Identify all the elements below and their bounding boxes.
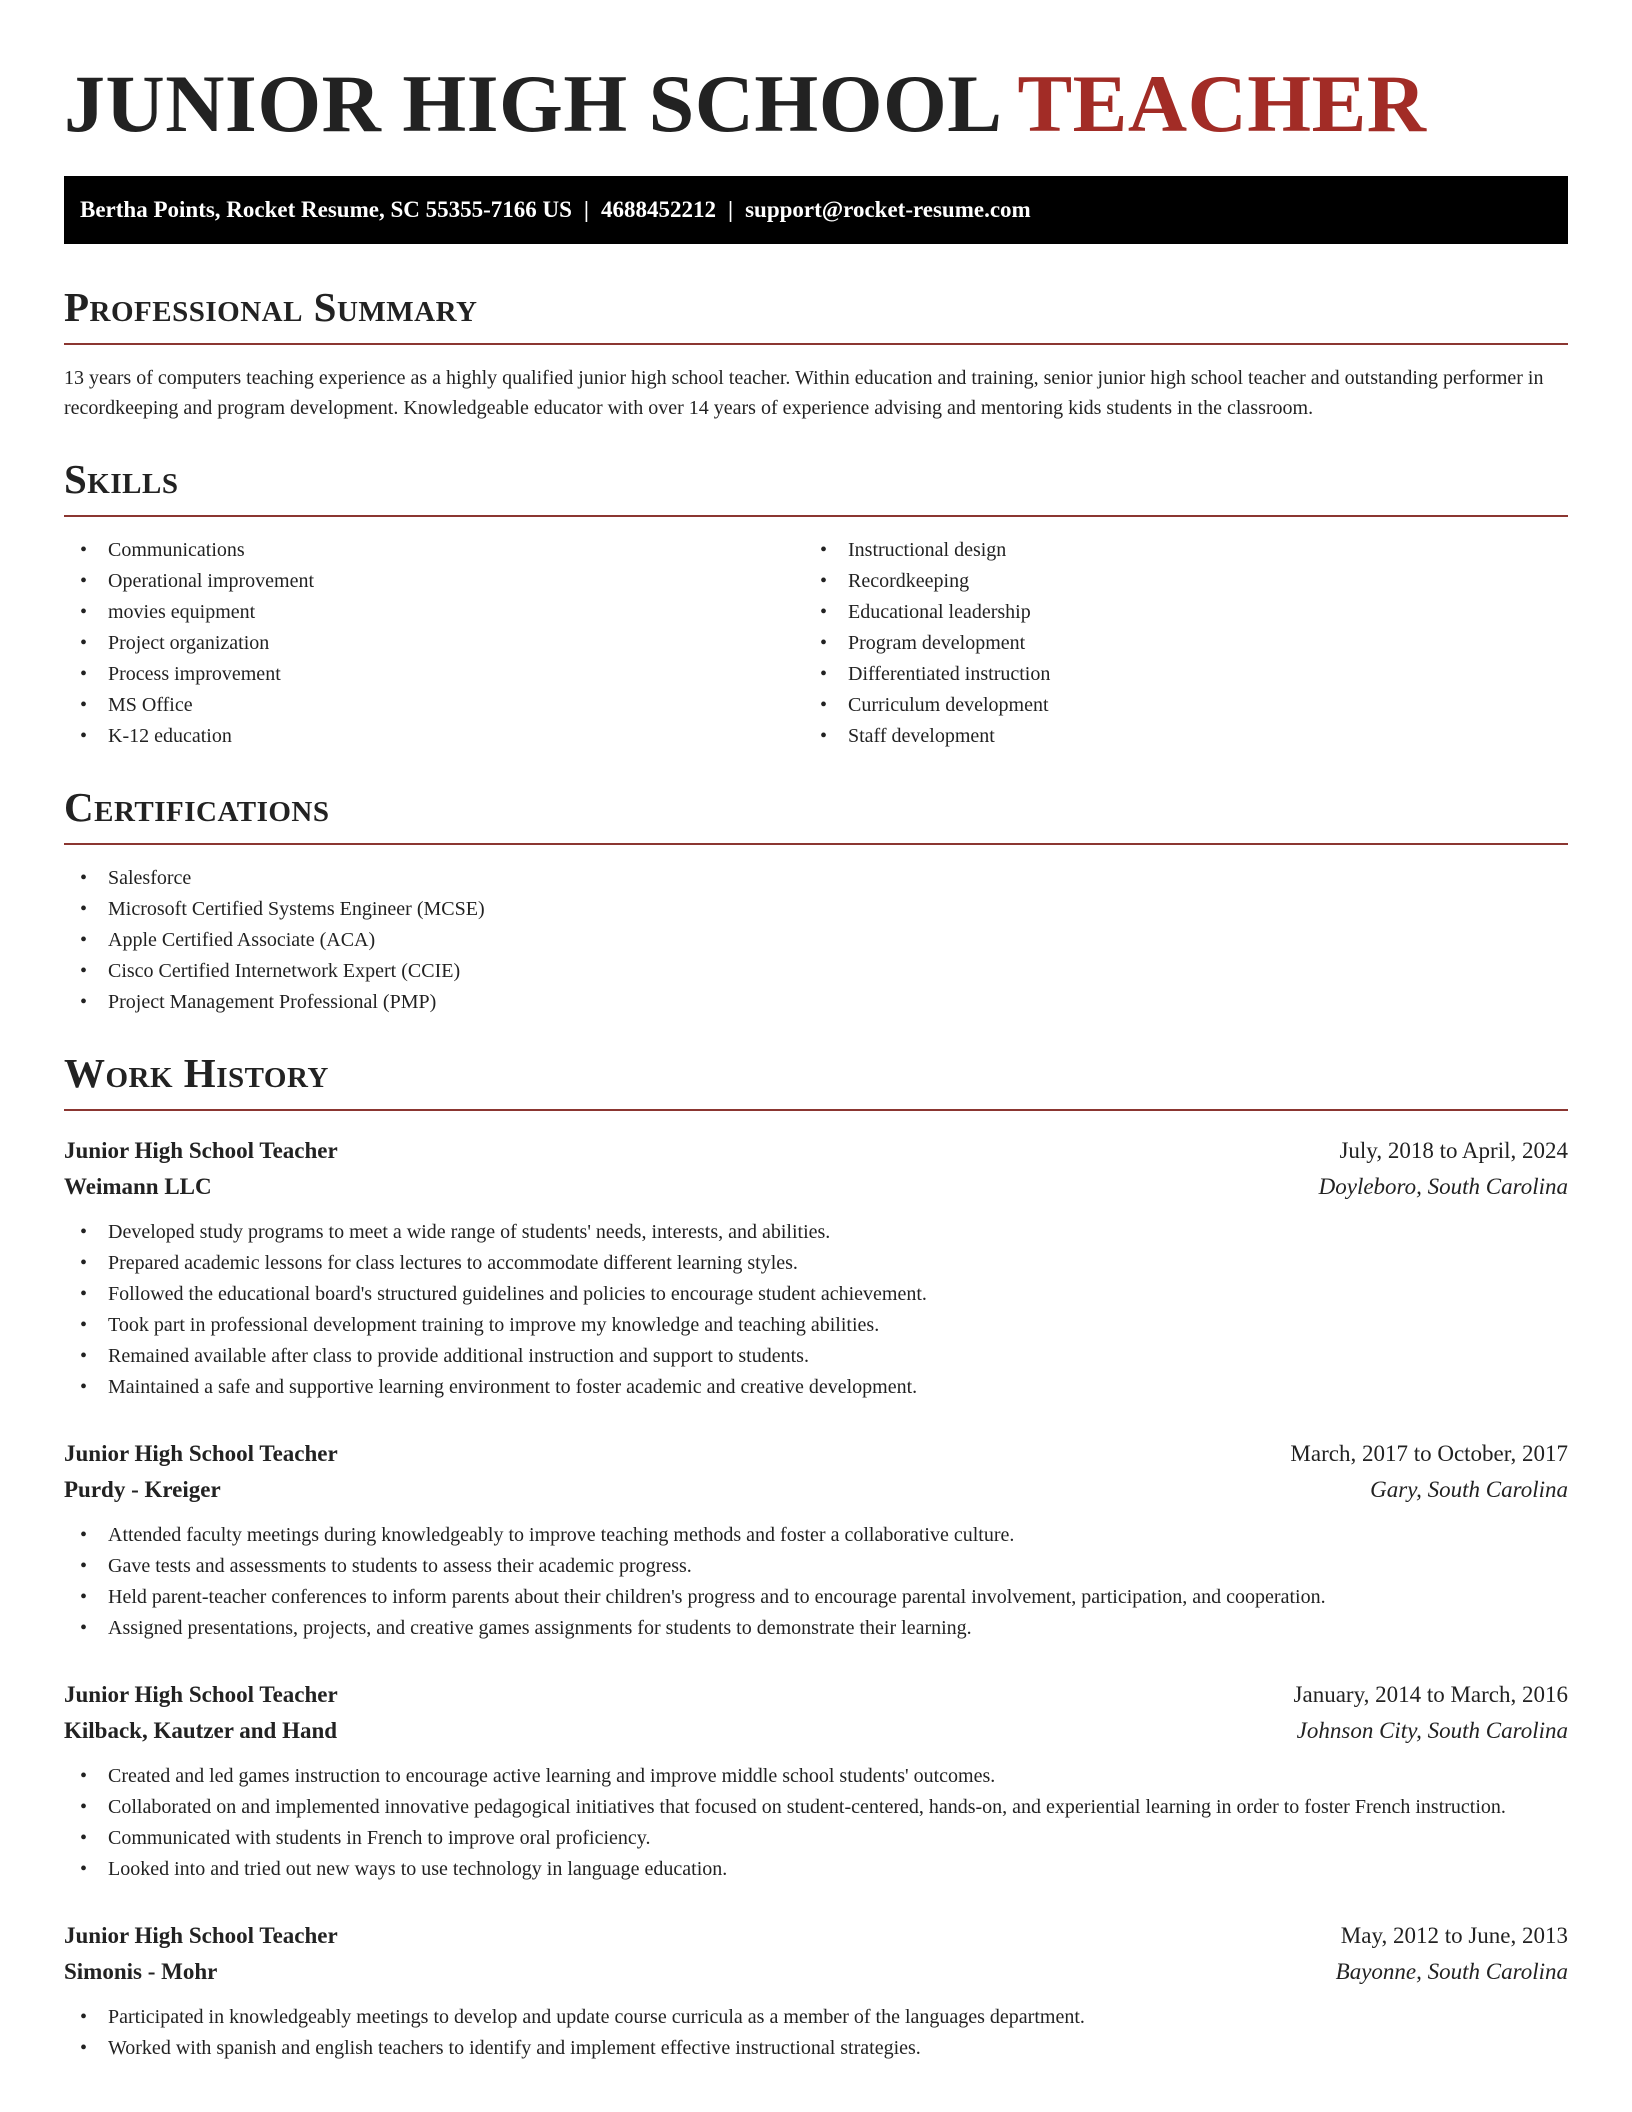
- work-history-heading: Work History: [64, 1050, 329, 1096]
- job-bullet: • Assigned presentations, projects, and creative games assignments for students to demonstrate their learning.: [64, 1613, 1568, 1644]
- skill-item: • Staff development: [804, 721, 1544, 752]
- job-company: Purdy - Kreiger: [64, 1477, 221, 1502]
- contact-address: Bertha Points, Rocket Resume, SC 55355-7166 US: [80, 197, 572, 222]
- job-company: Weimann LLC: [64, 1174, 212, 1199]
- certifications-list: [64, 863, 1568, 1018]
- job-bullet: • Held parent-teacher conferences to inform parents about their children's progress and to encourage parental involvement, participation, and cooperation.: [64, 1582, 1568, 1613]
- job-location: Gary, South Carolina: [1370, 1477, 1568, 1502]
- skill-item: • Project organization: [64, 628, 804, 659]
- job-location: Johnson City, South Carolina: [1296, 1718, 1568, 1743]
- job-location: Doyleboro, South Carolina: [1318, 1174, 1568, 1199]
- job-bullets: [64, 1520, 1568, 1644]
- job-bullet: • Collaborated on and implemented innovative pedagogical initiatives that focused on student-centered, hands-on, and experiential learning in order to foster French instruction.: [64, 1792, 1568, 1823]
- job-title: Junior High School Teacher: [64, 1138, 338, 1163]
- certifications-heading: Certifications: [64, 784, 330, 830]
- job-dates: January, 2014 to March, 2016: [1293, 1682, 1568, 1707]
- job-company-row: [64, 1954, 1568, 1990]
- job-company-row: [64, 1713, 1568, 1749]
- certifications-section: [64, 782, 1568, 1018]
- section-divider: [64, 843, 1568, 845]
- skill-item: • Communications: [64, 535, 804, 566]
- job-bullets: [64, 1761, 1568, 1885]
- job-bullet: • Looked into and tried out new ways to use technology in language education.: [64, 1854, 1568, 1885]
- job-bullet: • Attended faculty meetings during knowledgeably to improve teaching methods and foster a collaborative culture.: [64, 1520, 1568, 1551]
- contact-separator: |: [583, 197, 589, 222]
- job-bullet: • Maintained a safe and supportive learning environment to foster academic and creative development.: [64, 1372, 1568, 1403]
- job-bullet: • Communicated with students in French to improve oral proficiency.: [64, 1823, 1568, 1854]
- skills-columns: [64, 535, 1568, 752]
- job-title: Junior High School Teacher: [64, 1923, 338, 1948]
- contact-bar: [64, 176, 1568, 244]
- skill-item: • Differentiated instruction: [804, 659, 1544, 690]
- job-bullet: • Created and led games instruction to encourage active learning and improve middle school students' outcomes.: [64, 1761, 1568, 1792]
- job-bullets: [64, 2002, 1568, 2064]
- job-bullet: • Took part in professional development training to improve my knowledge and teaching abilities.: [64, 1310, 1568, 1341]
- job-title: Junior High School Teacher: [64, 1682, 338, 1707]
- title-main: JUNIOR HIGH SCHOOL: [64, 58, 998, 149]
- skill-item: • Instructional design: [804, 535, 1544, 566]
- job-dates: March, 2017 to October, 2017: [1290, 1441, 1568, 1466]
- job-bullet: • Followed the educational board's structured guidelines and policies to encourage student achievement.: [64, 1279, 1568, 1310]
- skills-section: [64, 454, 1568, 752]
- certification-item: • Microsoft Certified Systems Engineer (MCSE): [64, 894, 1568, 925]
- summary-heading: Professional Summary: [64, 284, 478, 330]
- skill-item: • MS Office: [64, 690, 804, 721]
- work-history-section: [64, 1048, 1568, 2064]
- contact-phone: 4688452212: [601, 197, 716, 222]
- job-header-row: [64, 1918, 1568, 1954]
- skills-heading: Skills: [64, 456, 179, 502]
- skill-item: • K-12 education: [64, 721, 804, 752]
- job-company: Kilback, Kautzer and Hand: [64, 1718, 338, 1743]
- job-company: Simonis - Mohr: [64, 1959, 218, 1984]
- summary-section: [64, 282, 1568, 423]
- section-divider: [64, 515, 1568, 517]
- contact-separator: |: [728, 197, 734, 222]
- page-title: [64, 0, 1568, 152]
- section-divider: [64, 1109, 1568, 1111]
- job-bullet: • Prepared academic lessons for class lectures to accommodate different learning styles.: [64, 1248, 1568, 1279]
- job-entry: [64, 1133, 1568, 1403]
- certification-item: • Apple Certified Associate (ACA): [64, 925, 1568, 956]
- job-bullet: • Developed study programs to meet a wide range of students' needs, interests, and abilities.: [64, 1217, 1568, 1248]
- job-header-row: [64, 1133, 1568, 1169]
- job-company-row: [64, 1169, 1568, 1205]
- job-bullet: • Remained available after class to provide additional instruction and support to students.: [64, 1341, 1568, 1372]
- certification-item: • Salesforce: [64, 863, 1568, 894]
- section-divider: [64, 343, 1568, 345]
- job-header-row: [64, 1677, 1568, 1713]
- skill-item: • Curriculum development: [804, 690, 1544, 721]
- job-entry: [64, 1918, 1568, 2064]
- contact-email: support@rocket-resume.com: [745, 197, 1031, 222]
- title-accent: TEACHER: [1017, 58, 1427, 149]
- job-bullet: • Worked with spanish and english teachers to identify and implement effective instructional strategies.: [64, 2033, 1568, 2064]
- job-company-row: [64, 1472, 1568, 1508]
- certification-item: • Project Management Professional (PMP): [64, 987, 1568, 1018]
- job-title: Junior High School Teacher: [64, 1441, 338, 1466]
- job-bullets: [64, 1217, 1568, 1403]
- resume-page: [64, 0, 1568, 2064]
- skill-item: • Program development: [804, 628, 1544, 659]
- skill-item: • movies equipment: [64, 597, 804, 628]
- job-location: Bayonne, South Carolina: [1335, 1959, 1568, 1984]
- skills-list-left: [64, 535, 804, 752]
- job-entry: [64, 1677, 1568, 1885]
- skill-item: • Operational improvement: [64, 566, 804, 597]
- job-header-row: [64, 1436, 1568, 1472]
- skill-item: • Educational leadership: [804, 597, 1544, 628]
- job-entry: [64, 1436, 1568, 1644]
- skill-item: • Recordkeeping: [804, 566, 1544, 597]
- certification-item: • Cisco Certified Internetwork Expert (CCIE): [64, 956, 1568, 987]
- job-bullet: • Gave tests and assessments to students to assess their academic progress.: [64, 1551, 1568, 1582]
- job-bullet: • Participated in knowledgeably meetings to develop and update course curricula as a member of the languages department.: [64, 2002, 1568, 2033]
- skill-item: • Process improvement: [64, 659, 804, 690]
- summary-text: 13 years of computers teaching experience as a highly qualified junior high school teacher. Within education and training, senior junior high school teacher and outstanding performer in recordkeeping and program development. Knowledgeable educator with over 14 years of experience advising and mentoring kids students in the classroom.: [64, 367, 1544, 419]
- skills-list-right: [804, 535, 1544, 752]
- job-dates: July, 2018 to April, 2024: [1339, 1138, 1568, 1163]
- job-dates: May, 2012 to June, 2013: [1340, 1923, 1568, 1948]
